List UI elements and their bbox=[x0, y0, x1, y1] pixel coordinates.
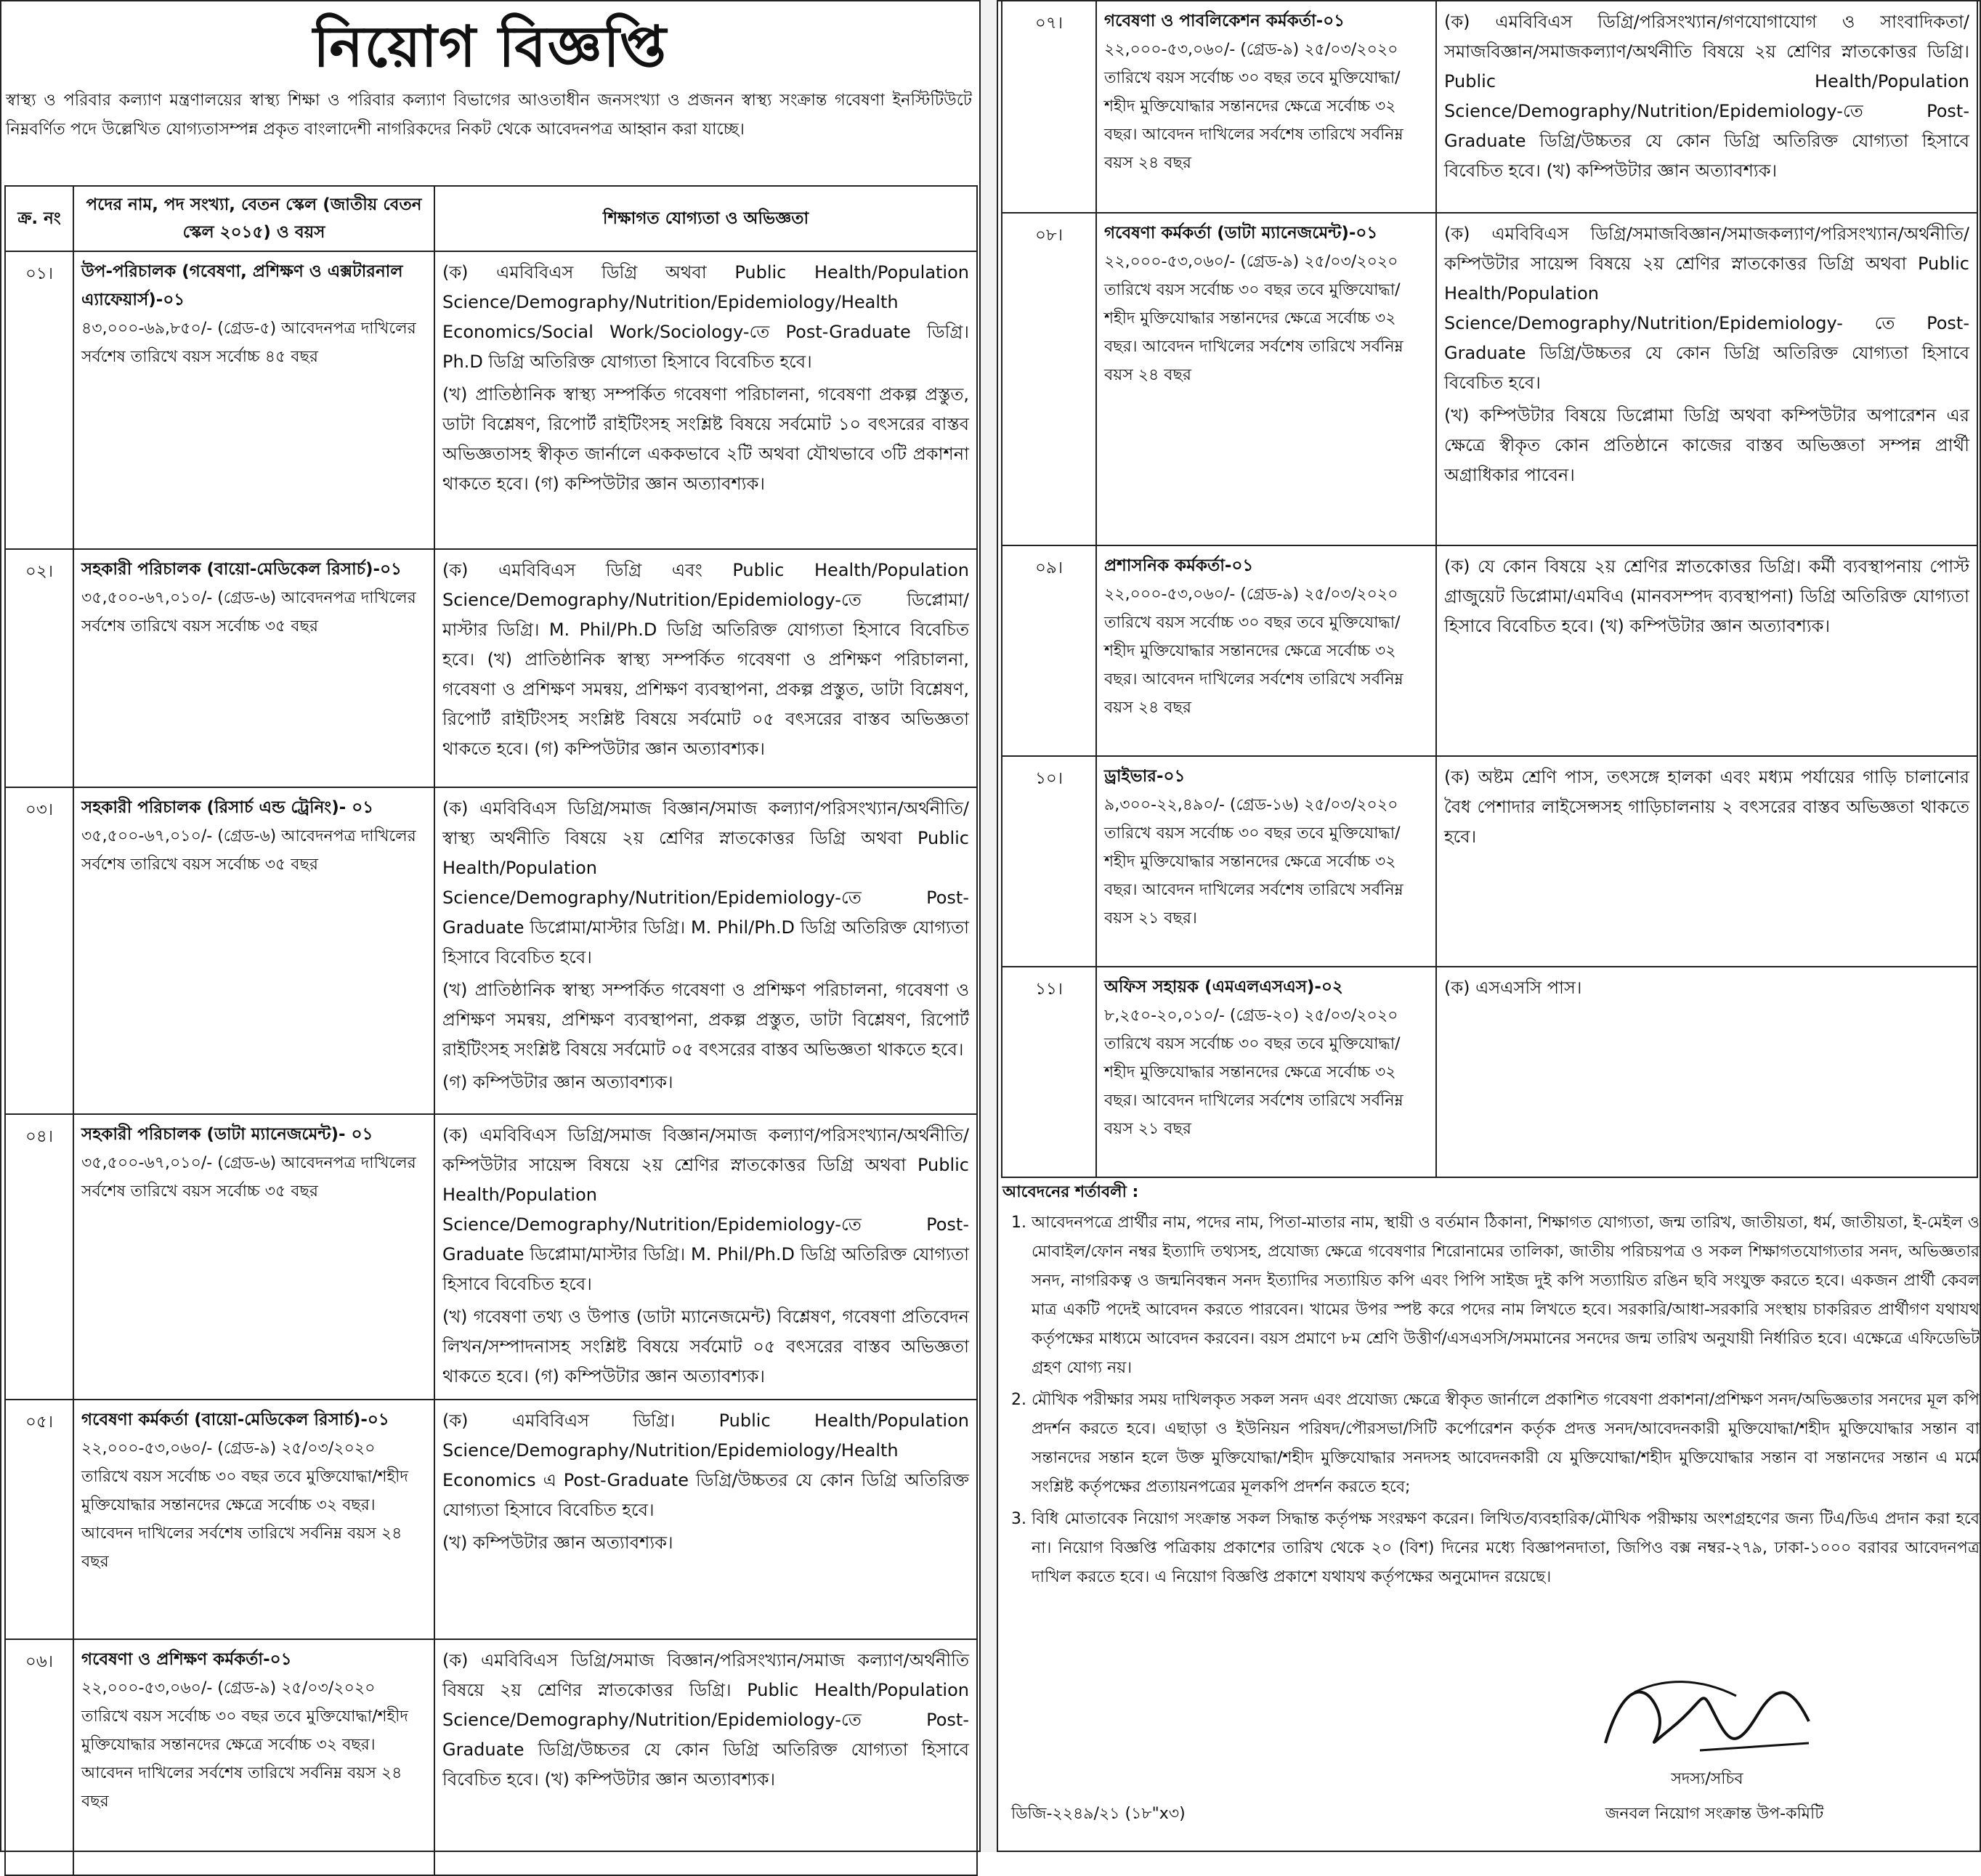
qualification-para: (ক) এমবিবিএস ডিগ্রি অথবা Public Health/Population Science/Demography/Nutrition/Epidemiology/Health Economics/Social Work/Sociology-তে Post-Graduate ডিগ্রি। Ph.D ডিগ্রি অতিরিক্ত যোগ্যতা হিসাবে বিবেচিত হবে। bbox=[442, 262, 969, 372]
row-serial: ০৮। bbox=[1002, 213, 1096, 545]
notice-intro: স্বাস্থ্য ও পরিবার কল্যাণ মন্ত্রণালয়ের স্বাস্থ্য শিক্ষা ও পরিবার কল্যাণ বিভাগের আওতাধীন জনসংখ্যা ও প্রজনন স্বাস্থ্য সংক্রান্ত গবেষণা ইনস্টিটিউটে নিম্নবর্ণিত পদে উল্লেখিত যোগ্যতাসম্পন্ন প্রকৃত বাংলাদেশী নাগরিকদের নিকট থেকে আবেদনপত্র আহ্বান করা যাচ্ছে। bbox=[6, 91, 972, 139]
row-serial: ০৯। bbox=[1002, 545, 1096, 756]
notice-title: নিয়োগ বিজ্ঞপ্তি bbox=[313, 14, 668, 80]
post-title: গবেষণা কর্মকর্তা (বায়ো-মেডিকেল রিসার্চ)-০১ bbox=[81, 1410, 389, 1429]
post-title: অফিস সহায়ক (এমএলএসএস)-০২ bbox=[1104, 978, 1343, 996]
row-serial: ০৭। bbox=[1002, 1, 1096, 213]
dg-reference: ডিজি-২২৪৯/২১ (১৮"x৩) bbox=[1011, 1805, 1186, 1823]
row-post bbox=[1096, 756, 1436, 967]
post-title: সহকারী পরিচালক (রিসার্চ এন্ড ট্রেনিং)- ০১ bbox=[81, 798, 374, 817]
row-serial: ০৩। bbox=[5, 787, 73, 1114]
terms-heading: আবেদনের শর্তাবলী : bbox=[1002, 1183, 1139, 1201]
posts-table-left bbox=[4, 185, 978, 1876]
row-post bbox=[1096, 1, 1436, 213]
row-post bbox=[73, 787, 434, 1114]
post-title: গবেষণা কর্মকর্তা (ডাটা ম্যানেজমেন্ট)-০১ bbox=[1104, 224, 1378, 243]
post-details: ৯,৩০০-২২,৪৯০/- (গ্রেড-১৬) ২৫/০৩/২০২০ তারিখে বয়স সর্বোচ্চ ৩০ বছর তবে মুক্তিযোদ্ধা/শহীদ মুক্তিযোদ্ধার সন্তানদের ক্ষেত্রে সর্বোচ্চ ৩২ বছর। আবেদন দাখিলের সর্বশেষ তারিখে সর্বনিম্ন বয়স ২১ বছর। bbox=[1104, 796, 1403, 927]
row-serial: ০৪। bbox=[5, 1114, 73, 1400]
post-details: ৪৩,০০০-৬৯,৮৫০/- (গ্রেড-৫) আবেদনপত্র দাখিলের সর্বশেষ তারিখে বয়স সর্বোচ্চ ৪৫ বছর bbox=[81, 320, 416, 366]
row-serial: ১১। bbox=[1002, 967, 1096, 1177]
row-post bbox=[73, 549, 434, 787]
post-details: ৩৫,৫০০-৬৭,০১০/- (গ্রেড-৬) আবেদনপত্র দাখিলের সর্বশেষ তারিখে বয়স সর্বোচ্চ ৩৫ বছর bbox=[81, 827, 416, 874]
post-title: সহকারী পরিচালক (বায়ো-মেডিকেল রিসার্চ)-০১ bbox=[81, 560, 402, 579]
post-details: ২২,০০০-৫৩,০৬০/- (গ্রেড-৯) ২৫/০৩/২০২০ তারিখে বয়স সর্বোচ্চ ৩০ বছর তবে মুক্তিযোদ্ধা/শহীদ মুক্তিযোদ্ধার সন্তানদের ক্ষেত্রে সর্বোচ্চ ৩২ বছর। আবেদন দাখিলের সর্বশেষ তারিখে সর্বনিম্ন বয়স ২৪ বছর bbox=[1104, 41, 1403, 172]
row-qualification bbox=[434, 787, 977, 1114]
qualification-para: (খ) প্রাতিষ্ঠানিক স্বাস্থ্য সম্পর্কিত গবেষণা ও প্রশিক্ষণ পরিচালনা, গবেষণা ও প্রশিক্ষণ সমন্বয়, প্রশিক্ষণ ব্যবস্থাপনা, প্রকল্প প্রস্তুত, ডাটা বিশ্লেষণ, রিপোর্ট রাইটিংসহ সংশ্লিষ্ট বিষয়ে সর্বমোট ০৫ বৎসরের বাস্তব অভিজ্ঞতা থাকতে হবে। bbox=[442, 980, 969, 1060]
qualification-para: (ক) এমবিবিএস ডিগ্রি/সমাজ বিজ্ঞান/সমাজ কল্যাণ/পরিসংখ্যান/অর্থনীতি/কম্পিউটার সায়েন্স বিষয়ে ২য় শ্রেণির স্নাতকোত্তর ডিগ্রি অথবা Public Health/Population Science/Demography/Nutrition/Epidemiology-তে Post-Graduate ডিপ্লোমা/মাস্টার ডিগ্রি। M. Phil/Ph.D ডিগ্রি অতিরিক্ত যোগ্যতা হিসাবে বিবেচিত হবে। bbox=[442, 1125, 969, 1294]
qualification-para: (খ) গবেষণা তথ্য ও উপাত্ত (ডাটা ম্যানেজমেন্ট) বিশ্লেষণ, গবেষণা প্রতিবেদন লিখন/সম্পাদনাসহ সংশ্লিষ্ট বিষয়ে সর্বমোট ০৫ বৎসরের বাস্তব অভিজ্ঞতা থাকতে হবে। (গ) কম্পিউটার জ্ঞান অত্যাবশ্যক। bbox=[442, 1307, 969, 1386]
row-qualification bbox=[434, 251, 977, 549]
row-qualification bbox=[434, 1639, 977, 1875]
table-row bbox=[1002, 967, 1977, 1177]
header-qualification: শিক্ষাগত যোগ্যতা ও অভিজ্ঞতা bbox=[434, 186, 977, 251]
row-post bbox=[73, 251, 434, 549]
application-terms bbox=[1002, 1178, 1980, 1595]
post-details: ২২,০০০-৫৩,০৬০/- (গ্রেড-৯) ২৫/০৩/২০২০ তারিখে বয়স সর্বোচ্চ ৩০ বছর তবে মুক্তিযোদ্ধা/শহীদ মুক্তিযোদ্ধার সন্তানদের ক্ষেত্রে সর্বোচ্চ ৩২ বছর। আবেদন দাখিলের সর্বশেষ তারিখে সর্বনিম্ন বয়স ২৪ বছর bbox=[81, 1440, 408, 1571]
table-header-row bbox=[5, 186, 977, 251]
post-details: ২২,০০০-৫৩,০৬০/- (গ্রেড-৯) ২৫/০৩/২০২০ তারিখে বয়স সর্বোচ্চ ৩০ বছর তবে মুক্তিযোদ্ধা/শহীদ মুক্তিযোদ্ধার সন্তানদের ক্ষেত্রে সর্বোচ্চ ৩২ বছর। আবেদন দাখিলের সর্বশেষ তারিখে সর্বনিম্ন বয়স ২৪ বছর bbox=[1104, 585, 1403, 717]
row-qualification bbox=[434, 1114, 977, 1400]
post-details: ২২,০০০-৫৩,০৬০/- (গ্রেড-৯) ২৫/০৩/২০২০ তারিখে বয়স সর্বোচ্চ ৩০ বছর তবে মুক্তিযোদ্ধা/শহীদ মুক্তিযোদ্ধার সন্তানদের ক্ষেত্রে সর্বোচ্চ ৩২ বছর। আবেদন দাখিলের সর্বশেষ তারিখে সর্বনিম্ন বয়স ২৪ বছর bbox=[1104, 253, 1403, 384]
signatory-committee: জনবল নিয়োগ সংক্রান্ত উপ-কমিটি bbox=[1605, 1805, 1824, 1823]
signatory-designation: সদস্য/সচিব bbox=[1671, 1770, 1743, 1788]
row-post bbox=[73, 1114, 434, 1400]
row-qualification bbox=[1436, 756, 1977, 967]
post-details: ২২,০০০-৫৩,০৬০/- (গ্রেড-৯) ২৫/০৩/২০২০ তারিখে বয়স সর্বোচ্চ ৩০ বছর তবে মুক্তিযোদ্ধা/শহীদ মুক্তিযোদ্ধার সন্তানদের ক্ষেত্রে সর্বোচ্চ ৩২ বছর। আবেদন দাখিলের সর্বশেষ তারিখে সর্বনিম্ন বয়স ২৪ বছর bbox=[81, 1679, 408, 1811]
posts-table-right bbox=[1001, 0, 1978, 1178]
table-row bbox=[1002, 1, 1977, 213]
post-title: ড্রাইভার-০১ bbox=[1104, 767, 1186, 786]
table-row bbox=[1002, 545, 1977, 756]
row-qualification bbox=[434, 1400, 977, 1639]
qualification-para: (ক) এমবিবিএস ডিগ্রি/সমাজ বিজ্ঞান/পরিসংখ্যান/সমাজ কল্যাণ/অর্থনীতি বিষয়ে ২য় শ্রেণির স্নাতকোত্তর ডিগ্রি। Public Health/Population Science/Demography/Nutrition/Epidemiology-তে Post-Graduate ডিগ্রি/উচ্চতর যে কোন ডিগ্রি অতিরিক্ত যোগ্যতা হিসাবে বিবেচিত হবে। (খ) কম্পিউটার জ্ঞান অত্যাবশ্যক। bbox=[442, 1650, 969, 1790]
table-row bbox=[5, 787, 977, 1114]
row-qualification bbox=[434, 549, 977, 787]
row-serial: ০৫। bbox=[5, 1400, 73, 1639]
post-title: প্রশাসনিক কর্মকর্তা-০১ bbox=[1104, 556, 1254, 575]
row-post bbox=[73, 1400, 434, 1639]
qualification-para: (ক) যে কোন বিষয়ে ২য় শ্রেণির স্নাতকোত্তর ডিগ্রি। কর্মী ব্যবস্থাপনায় পোস্ট গ্রাজুয়েট ডিপ্লোমা/এমবিএ (মানবসম্পদ ব্যবস্থাপনা) ডিগ্রি অতিরিক্ত যোগ্যতা হিসাবে বিবেচিত হবে। (খ) কম্পিউটার জ্ঞান অত্যাবশ্যক। bbox=[1444, 556, 1969, 636]
qualification-para: (ক) এসএসসি পাস। bbox=[1444, 978, 1582, 998]
qualification-para: (ক) এমবিবিএস ডিগ্রি/পরিসংখ্যান/গণযোগাযোগ ও সাংবাদিকতা/সমাজবিজ্ঞান/সমাজকল্যাণ/অর্থনীতি বিষয়ে ২য় শ্রেণির স্নাতকোত্তর ডিগ্রি। Public Health/Population Science/Demography/Nutrition/Epidemiology-তে Post-Graduate ডিগ্রি/উচ্চতর যে কোন ডিগ্রি অতিরিক্ত যোগ্যতা হিসাবে বিবেচিত হবে। (খ) কম্পিউটার জ্ঞান অত্যাবশ্যক। bbox=[1444, 12, 1969, 181]
qualification-para: (ক) এমবিবিএস ডিগ্রি/সমাজবিজ্ঞান/সমাজকল্যাণ/পরিসংখ্যান/অর্থনীতি/কম্পিউটার সায়েন্স বিষয়ে ২য় শ্রেণির স্নাতকোত্তর ডিগ্রি অথবা Public Health/Population Science/Demography/Nutrition/Epidemiology- তে Post-Graduate ডিগ্রি/উচ্চতর যে কোন ডিগ্রি অতিরিক্ত যোগ্যতা হিসাবে বিবেচিত হবে। bbox=[1444, 224, 1969, 393]
column-gutter bbox=[981, 0, 997, 1852]
table-row bbox=[5, 1639, 977, 1875]
row-serial: ১০। bbox=[1002, 756, 1096, 967]
qualification-para: (ক) এমবিবিএস ডিগ্রি এবং Public Health/Population Science/Demography/Nutrition/Epidemiology-তে ডিপ্লোমা/মাস্টার ডিগ্রি। M. Phil/Ph.D ডিগ্রি অতিরিক্ত যোগ্যতা হিসাবে বিবেচিত হবে। (খ) প্রাতিষ্ঠানিক স্বাস্থ্য সম্পর্কিত গবেষণা ও প্রশিক্ষণ পরিচালনা, গবেষণা ও প্রশিক্ষণ সমন্বয়, প্রশিক্ষণ ব্যবস্থাপনা, প্রকল্প প্রস্তুত, ডাটা বিশ্লেষণ, রিপোর্ট রাইটিংসহ সংশ্লিষ্ট বিষয়ে সর্বমোট ০৫ বৎসরের বাস্তব অভিজ্ঞতা থাকতে হবে। (গ) কম্পিউটার জ্ঞান অত্যাবশ্যক। bbox=[442, 560, 969, 759]
qualification-para: (ক) অষ্টম শ্রেণি পাস, তৎসঙ্গে হালকা এবং মধ্যম পর্যায়ের গাড়ি চালানোর বৈধ পেশাদার লাইসেন্সসহ গাড়িচালনায় ২ বৎসরের বাস্তব অভিজ্ঞতা থাকতে হবে। bbox=[1444, 767, 1969, 847]
row-serial: ০২। bbox=[5, 549, 73, 787]
qualification-para: (খ) প্রাতিষ্ঠানিক স্বাস্থ্য সম্পর্কিত গবেষণা পরিচালনা, গবেষণা প্রকল্প প্রস্তুত, ডাটা বিশ্লেষণ, রিপোর্ট রাইটিংসহ সংশ্লিষ্ট বিষয়ে সর্বমোট ১০ বৎসরের বাস্তব অভিজ্ঞতাসহ স্বীকৃত জার্নালে এককভাবে ২টি অথবা যৌথভাবে ৩টি প্রকাশনা থাকতে হবে। (গ) কম্পিউটার জ্ঞান অত্যাবশ্যক। bbox=[442, 384, 969, 494]
row-post bbox=[1096, 545, 1436, 756]
qualification-para: (খ) কম্পিউটার জ্ঞান অত্যাবশ্যক। bbox=[442, 1532, 673, 1553]
row-serial: ০৬। bbox=[5, 1639, 73, 1875]
qualification-para: (খ) কম্পিউটার বিষয়ে ডিপ্লোমা ডিগ্রি অথবা কম্পিউটার অপারেশন এর ক্ষেত্রে স্বীকৃত কোন প্রতিষ্ঠানে কাজের বাস্তব অভিজ্ঞতা সম্পন্ন প্রার্থী অগ্রাধিকার পাবেন। bbox=[1444, 405, 1969, 485]
post-title: গবেষণা ও প্রশিক্ষণ কর্মকর্তা-০১ bbox=[81, 1650, 292, 1669]
row-qualification bbox=[1436, 213, 1977, 545]
post-details: ৩৫,৫০০-৬৭,০১০/- (গ্রেড-৬) আবেদনপত্র দাখিলের সর্বশেষ তারিখে বয়স সর্বোচ্চ ৩৫ বছর bbox=[81, 589, 416, 636]
signature-scribble bbox=[1591, 1663, 1831, 1772]
post-title: সহকারী পরিচালক (ডাটা ম্যানেজমেন্ট)- ০১ bbox=[81, 1125, 373, 1144]
terms-item: 1. আবেদনপত্রে প্রার্থীর নাম, পদের নাম, পিতা-মাতার নাম, স্থায়ী ও বর্তমান ঠিকানা, শিক্ষাগত যোগ্যতা, জন্ম তারিখ, জাতীয়তা, ধর্ম, জাতীয়তা, ই-মেইল ও মোবাইল/ফোন নম্বর ইত্যাদি তথ্যসহ, প্রযোজ্য ক্ষেত্রে গবেষণার শিরোনামের তালিকা, জাতীয় পরিচয়পত্র ও সকল শিক্ষাগতযোগ্যতার সনদ, অভিজ্ঞতার সনদ, নাগরিকত্ব ও জন্মনিবন্ধন সনদ ইত্যাদির সত্যায়িত কপি এবং পিপি সাইজ দুই কপি সত্যায়িত রঙিন ছবি সংযুক্ত করতে হবে। একজন প্রার্থী কেবল মাত্র একটি পদেই আবেদন করতে পারবেন। খামের উপর স্পষ্ট করে পদের নাম লিখতে হবে। সরকারি/আধা-সরকারি সংস্থায় চাকরিরত প্রার্থীগণ যথাযথ কর্তৃপক্ষের মাধ্যমে আবেদন করবেন। বয়স প্রমাণে ৮ম শ্রেণি উত্তীর্ণ/এসএসসি/সমমানের সনদের জন্ম তারিখ অনুযায়ী নির্ধারিত হবে। এক্ষেত্রে এফিডেভিট গ্রহণ যোগ্য নয়। bbox=[1032, 1209, 1980, 1383]
right-column bbox=[997, 0, 1981, 1852]
qualification-para: (গ) কম্পিউটার জ্ঞান অত্যাবশ্যক। bbox=[442, 1072, 673, 1092]
post-details: ৩৫,৫০০-৬৭,০১০/- (গ্রেড-৬) আবেদনপত্র দাখিলের সর্বশেষ তারিখে বয়স সর্বোচ্চ ৩৫ বছর bbox=[81, 1154, 416, 1201]
terms-list bbox=[1002, 1209, 1980, 1592]
row-serial: ০১। bbox=[5, 251, 73, 549]
row-qualification bbox=[1436, 1, 1977, 213]
table-row bbox=[5, 549, 977, 787]
post-details: ৮,২৫০-২০,০১০/- (গ্রেড-২০) ২৫/০৩/২০২০ তারিখে বয়স সর্বোচ্চ ৩০ বছর তবে মুক্তিযোদ্ধা/শহীদ মুক্তিযোদ্ধার সন্তানদের ক্ষেত্রে সর্বোচ্চ ৩২ বছর। আবেদন দাখিলের সর্বশেষ তারিখে সর্বনিম্ন বয়স ২১ বছর bbox=[1104, 1007, 1403, 1138]
qualification-para: (ক) এমবিবিএস ডিগ্রি। Public Health/Population Science/Demography/Nutrition/Epidemiology/Health Economics এ Post-Graduate ডিগ্রি/উচ্চতর যে কোন ডিগ্রি অতিরিক্ত যোগ্যতা হিসাবে বিবেচিত হবে। bbox=[442, 1410, 969, 1520]
left-column bbox=[0, 0, 981, 1852]
table-row bbox=[5, 1114, 977, 1400]
header-post: পদের নাম, পদ সংখ্যা, বেতন স্কেল (জাতীয় বেতন স্কেল ২০১৫) ও বয়স bbox=[73, 186, 434, 251]
row-post bbox=[73, 1639, 434, 1875]
table-row bbox=[5, 1400, 977, 1639]
row-post bbox=[1096, 967, 1436, 1177]
table-row bbox=[1002, 756, 1977, 967]
row-qualification bbox=[1436, 545, 1977, 756]
post-title: উপ-পরিচালক (গবেষণা, প্রশিক্ষণ ও এক্সটারনাল এ্যাফেয়ার্স)-০১ bbox=[81, 262, 403, 309]
table-row bbox=[5, 251, 977, 549]
post-title: গবেষণা ও পাবলিকেশন কর্মকর্তা-০১ bbox=[1104, 12, 1345, 31]
table-row bbox=[1002, 213, 1977, 545]
header-serial: ক্র. নং bbox=[5, 186, 73, 251]
row-post bbox=[1096, 213, 1436, 545]
terms-item: 2. মৌখিক পরীক্ষার সময় দাখিলকৃত সকল সনদ এবং প্রযোজ্য ক্ষেত্রে স্বীকৃত জার্নালে প্রকাশিত গবেষণা প্রকাশনা/প্রশিক্ষণ সনদ/অভিজ্ঞতার সনদের মূল কপি প্রদর্শন করতে হবে। এছাড়া ও ইউনিয়ন পরিষদ/পৌরসভা/সিটি কর্পোরেশন কর্তৃক প্রদত্ত সনদ/আবেদনকারী মুক্তিযোদ্ধা/শহীদ মুক্তিযোদ্ধার সন্তান বা সন্তানদের সন্তান হলে উক্ত মুক্তিযোদ্ধা/শহীদ মুক্তিযোদ্ধার সনদসহ আবেদনকারী যে মুক্তিযোদ্ধা/শহীদ মুক্তিযোদ্ধার সন্তান বা সন্তানদের সন্তান এ মর্মে সংশ্লিষ্ট কর্তৃপক্ষের প্রত্যায়নপত্রের মূলকপি প্রদর্শন করতে হবে; bbox=[1032, 1386, 1980, 1502]
terms-item: 3. বিধি মোতাবেক নিয়োগ সংক্রান্ত সকল সিদ্ধান্ত কর্তৃপক্ষ সংরক্ষণ করেন। লিখিত/ব্যবহারিক/মৌখিক পরীক্ষায় অংশগ্রহণের জন্য টিএ/ডিএ প্রদান করা হবে না। নিয়োগ বিজ্ঞপ্তি পত্রিকায় প্রকাশের তারিখ থেকে ২০ (বিশ) দিনের মধ্যে বিজ্ঞাপনদাতা, জিপিও বক্স নম্বর-২৭৯, ঢাকা-১০০০ বরাবর আবেদনপত্র দাখিল করতে হবে। এ নিয়োগ বিজ্ঞপ্তি প্রকাশে যথাযথ কর্তৃপক্ষের অনুমোদন রয়েছে। bbox=[1032, 1505, 1980, 1592]
row-qualification bbox=[1436, 967, 1977, 1177]
qualification-para: (ক) এমবিবিএস ডিগ্রি/সমাজ বিজ্ঞান/সমাজ কল্যাণ/পরিসংখ্যান/অর্থনীতি/স্বাস্থ্য অর্থনীতি বিষয়ে ২য় শ্রেণির স্নাতকোত্তর ডিগ্রি অথবা Public Health/Population Science/Demography/Nutrition/Epidemiology-তে Post-Graduate ডিপ্লোমা/মাস্টার ডিগ্রি। M. Phil/Ph.D ডিগ্রি অতিরিক্ত যোগ্যতা হিসাবে বিবেচিত হবে। bbox=[442, 798, 969, 967]
